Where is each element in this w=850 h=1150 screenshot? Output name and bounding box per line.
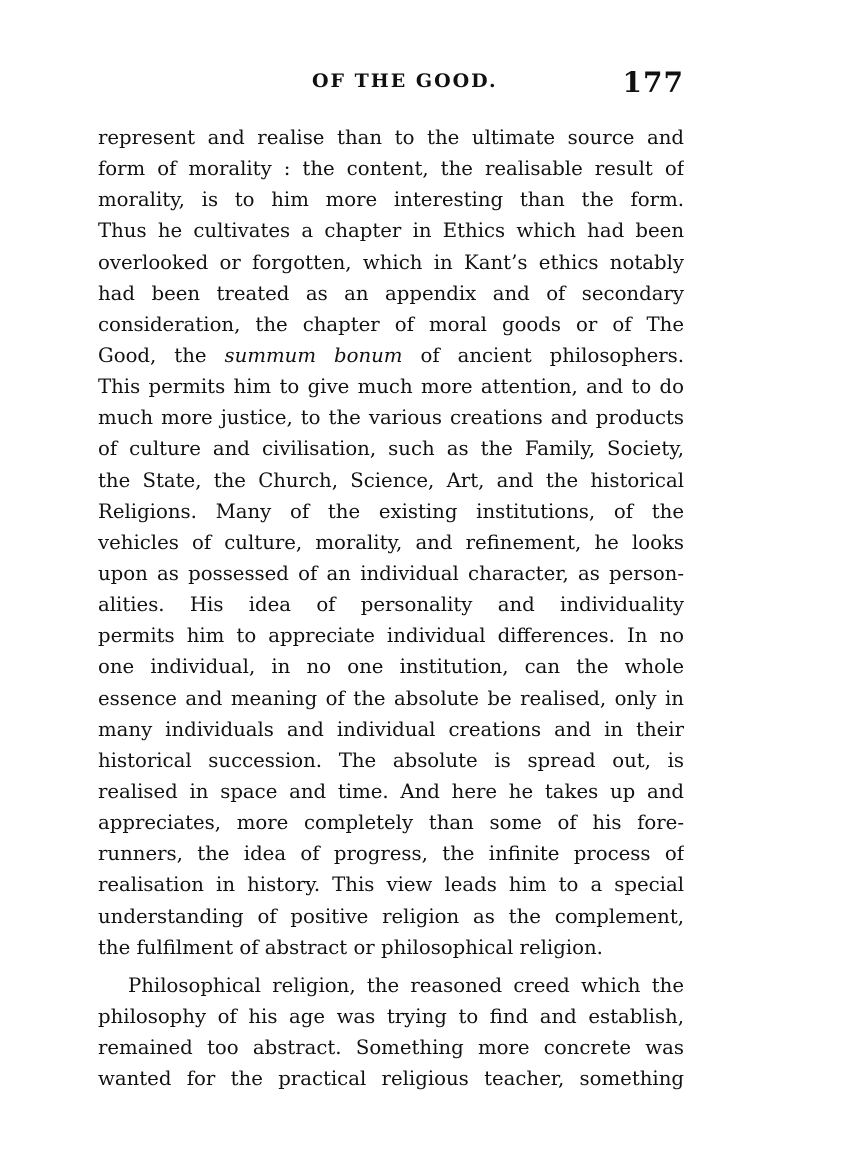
- text-line: vehicles of culture, morality, and refinement, he looks: [98, 530, 684, 554]
- text-line: runners, the idea of progress, the infinite process of: [98, 842, 684, 866]
- text-line: realised in space and time. And here he takes up and: [98, 779, 684, 803]
- paragraph: [98, 122, 684, 963]
- text-line: Religions. Many of the existing institutions, of the: [98, 499, 684, 523]
- paragraph: [98, 970, 684, 1095]
- body-text: [98, 122, 684, 1094]
- text-line: represent and realise than to the ultimate source and: [98, 126, 684, 149]
- text-line: Thus he cultivates a chapter in Ethics which had been: [98, 219, 684, 243]
- text-line: philosophy of his age was trying to find and establish,: [98, 1004, 684, 1028]
- text-line: appreciates, more completely than some of his fore-: [98, 811, 684, 835]
- text-line: realisation in history. This view leads him to a special: [98, 873, 684, 897]
- text-line: Philosophical religion, the reasoned creed which the: [128, 973, 684, 997]
- paragraph-spacing: [98, 963, 684, 970]
- text-line: essence and meaning of the absolute be realised, only in: [98, 686, 684, 710]
- text-line: [98, 340, 684, 371]
- text-line: historical succession. The absolute is spread out, is: [98, 748, 684, 772]
- text-line: overlooked or forgotten, which in Kant’s ethics notably: [98, 250, 684, 274]
- text-fragment: Good, the: [98, 343, 207, 367]
- text-line: of culture and civilisation, such as the Family, Society,: [98, 437, 684, 461]
- text-line: remained too abstract. Something more concrete was: [98, 1036, 684, 1060]
- text-line: wanted for the practical religious teacher, something: [98, 1067, 684, 1091]
- text-line: understanding of positive religion as the complement,: [98, 904, 684, 928]
- text-line: had been treated as an appendix and of secondary: [98, 281, 684, 305]
- page-number: 177: [622, 66, 684, 99]
- text-line: one individual, in no one institution, can the whole: [98, 655, 684, 679]
- text-line: upon as possessed of an individual character, as person-: [98, 561, 684, 585]
- italic-phrase: summum bonum: [224, 343, 403, 367]
- text-line: form of morality : the content, the realisable result of: [98, 157, 684, 181]
- text-line: much more justice, to the various creations and products: [98, 406, 684, 430]
- running-title: OF THE GOOD.: [312, 70, 498, 92]
- text-line: alities. His idea of personality and individuality: [98, 593, 684, 617]
- running-head: [98, 66, 684, 100]
- text-line: morality, is to him more interesting than the form.: [98, 188, 684, 212]
- text-fragment: of ancient philosophers.: [420, 343, 684, 367]
- text-line: many individuals and individual creations and in their: [98, 717, 684, 741]
- text-line: the State, the Church, Science, Art, and the historical: [98, 468, 684, 492]
- text-line: permits him to appreciate individual differences. In no: [98, 624, 684, 648]
- text-line: consideration, the chapter of moral goods or of The: [98, 312, 684, 336]
- text-line: This permits him to give much more attention, and to do: [98, 375, 684, 399]
- text-line: the fulfilment of abstract or philosophical religion.: [98, 935, 603, 959]
